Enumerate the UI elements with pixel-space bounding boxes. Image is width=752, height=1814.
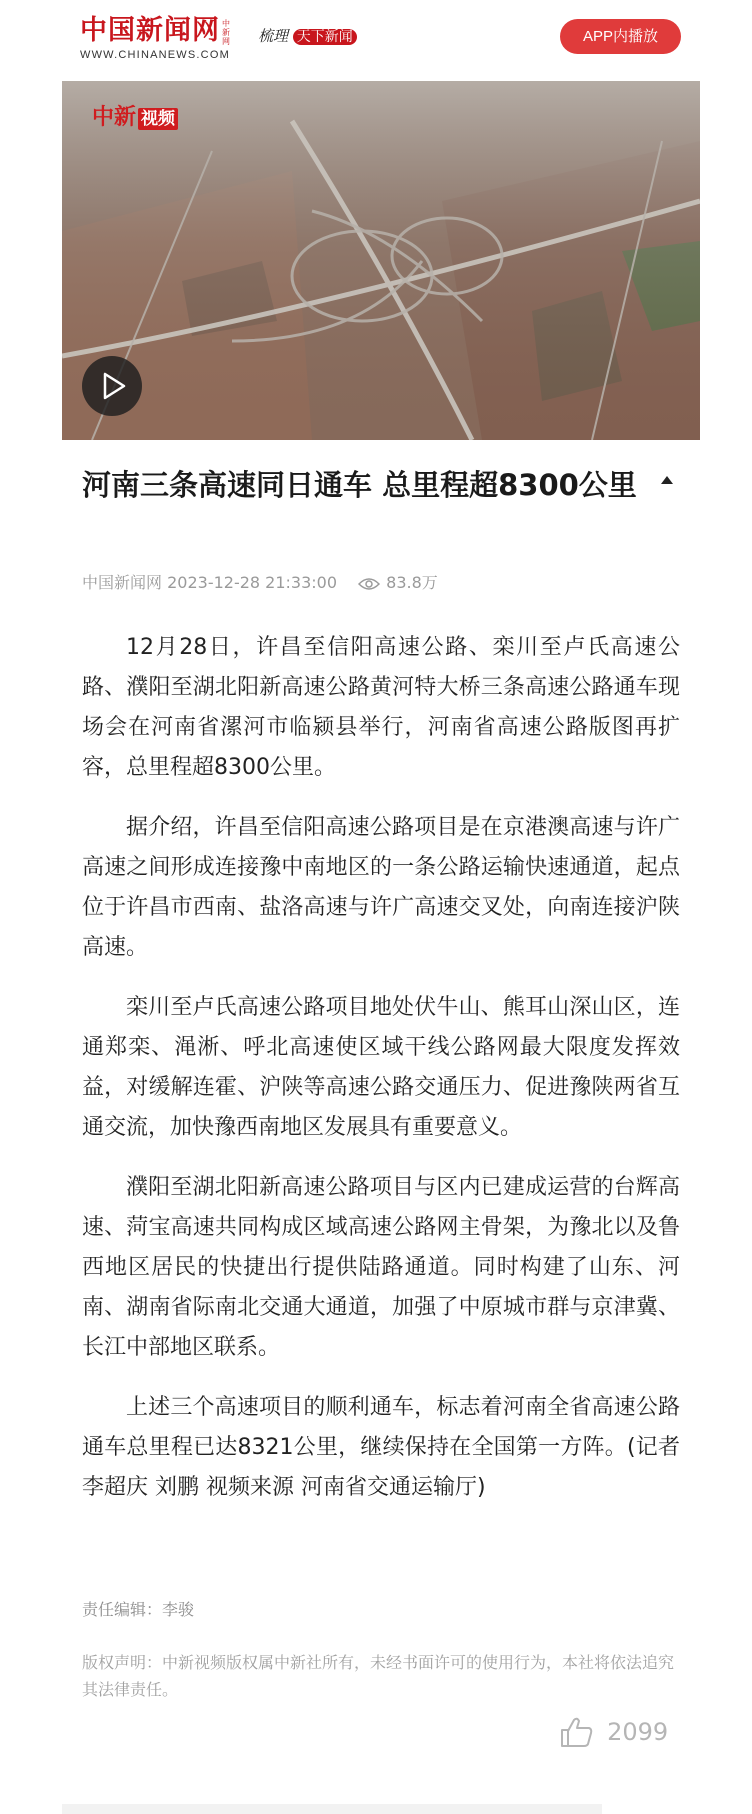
article-body bbox=[82, 628, 680, 1528]
article-source: 中国新闻网 bbox=[82, 573, 163, 592]
copyright-notice: 版权声明：中新视频版权属中新社所有，未经书面许可的使用行为，本社将依法追究其法律责任。 bbox=[82, 1653, 675, 1699]
collapse-arrow-icon bbox=[660, 475, 674, 485]
logo-text: 中国新闻网 bbox=[80, 15, 220, 46]
bottom-divider bbox=[62, 1804, 602, 1814]
view-count: 83.8万 bbox=[386, 573, 438, 592]
like-button[interactable] bbox=[560, 1716, 668, 1756]
site-logo[interactable] bbox=[80, 16, 232, 61]
logo-url: WWW.CHINANEWS.COM bbox=[80, 49, 230, 61]
slogan bbox=[258, 25, 357, 46]
article-paragraph: 濮阳至湖北阳新高速公路项目与区内已建成运营的台辉高速、菏宝高速共同构成区域高速公路网主骨架，为豫北以及鲁西地区居民的快捷出行提供陆路通道。同时构建了山东、河南、湖南省际南北交通大通道，加强了中原城市群与京津冀、长江中部地区联系。 bbox=[82, 1175, 680, 1360]
article-title: 河南三条高速同日通车 总里程超8300公里 bbox=[82, 468, 637, 502]
video-player[interactable] bbox=[62, 81, 700, 440]
slogan-right: 天下新闻 bbox=[293, 29, 357, 45]
article-datetime: 2023-12-28 21:33:00 bbox=[167, 573, 338, 592]
app-play-button[interactable]: APP内播放 bbox=[560, 19, 681, 54]
play-button[interactable] bbox=[82, 356, 142, 416]
article-paragraph: 12月28日，许昌至信阳高速公路、栾川至卢氏高速公路、濮阳至湖北阳新高速公路黄河特大桥三条高速公路通车现场会在河南省漯河市临颍县举行，河南省高速公路版图再扩容，总里程超8300公里。 bbox=[82, 635, 680, 780]
slogan-left: 梳理 bbox=[258, 27, 289, 45]
video-logo-text: 中新 bbox=[92, 104, 137, 130]
header-bar bbox=[0, 0, 752, 81]
article-paragraph: 上述三个高速项目的顺利通车，标志着河南全省高速公路通车总里程已达8321公里，继续保持在全国第一方阵。(记者 李超庆 刘鹏 视频来源 河南省交通运输厅) bbox=[82, 1395, 680, 1500]
like-count: 2099 bbox=[607, 1718, 669, 1746]
thumbs-up-icon bbox=[560, 1716, 594, 1748]
logo-side-text: 中新网 bbox=[222, 19, 230, 46]
aerial-highway-image bbox=[62, 81, 700, 440]
article-paragraph: 据介绍，许昌至信阳高速公路项目是在京港澳高速与许广高速之间形成连接豫中南地区的一条公路运输快速通道，起点位于许昌市西南、盐洛高速与许广高速交叉处，向南连接沪陕高速。 bbox=[82, 815, 680, 960]
responsible-editor: 责任编辑：李骏 bbox=[82, 1600, 195, 1619]
eye-icon bbox=[358, 576, 380, 592]
article-meta bbox=[82, 570, 438, 593]
video-logo-box: 视频 bbox=[138, 108, 178, 130]
article-paragraph: 栾川至卢氏高速公路项目地处伏牛山、熊耳山深山区，连通郑栾、渑淅、呼北高速使区域干线公路网最大限度发挥效益，对缓解连霍、沪陕等高速公路交通压力、促进豫陕两省互通交流，加快豫西南地区发展具有重要意义。 bbox=[82, 995, 680, 1140]
video-logo bbox=[92, 100, 178, 131]
play-icon bbox=[82, 356, 142, 416]
collapse-button[interactable] bbox=[655, 469, 679, 493]
